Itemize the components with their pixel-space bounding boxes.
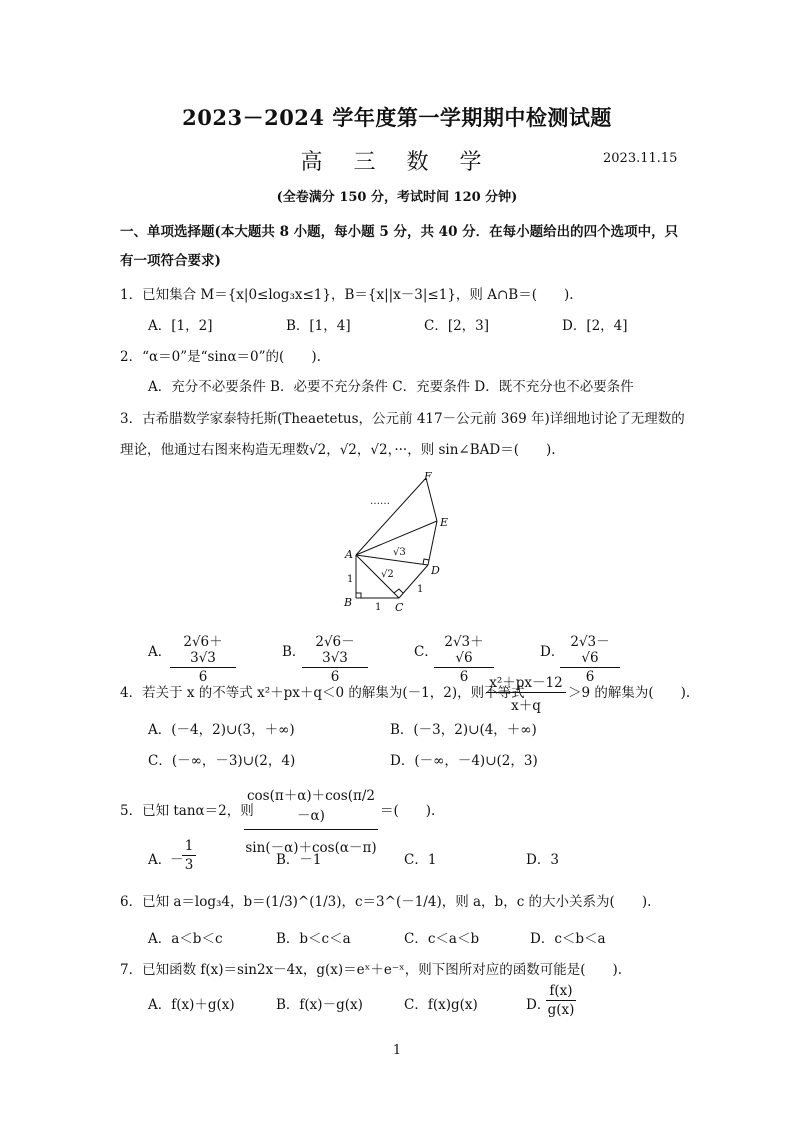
q5-option-b: B．－1 <box>276 852 322 868</box>
q7-option-d-fraction <box>546 983 576 1018</box>
q3-option-b-den: 6 <box>330 669 340 685</box>
q6-option-d: D．c＜b＜a <box>530 931 606 947</box>
label-dots: …… <box>370 496 390 507</box>
q7-option-d-letter: D． <box>526 997 551 1013</box>
q5-option-a-den: 3 <box>184 857 194 873</box>
exam-note: (全卷满分 150 分，考试时间 120 分钟) <box>276 190 518 205</box>
q7-option-a: A．f(x)＋g(x) <box>148 997 235 1013</box>
section-heading-line1: 一、单项选择题(本大题共 8 小题，每小题 5 分，共 40 分．在每小题给出的四个选项中，只 <box>120 224 679 240</box>
q3-option-a-letter: A． <box>148 644 172 660</box>
label-cd: 1 <box>417 584 424 595</box>
label-d: D <box>431 564 440 577</box>
q5-option-a-letter: A． <box>148 852 172 868</box>
q7-option-d-den: g(x) <box>547 1002 575 1018</box>
q5-stem-a: 5．已知 tanα＝2，则 <box>120 803 254 819</box>
q5-frac-den: sin(－α)＋cos(α－π) <box>245 840 377 856</box>
q4-frac-num: x²＋px－12 <box>486 671 566 693</box>
segment-af <box>356 478 426 555</box>
label-ab: 1 <box>347 574 354 585</box>
q3-option-b-fraction <box>302 630 368 685</box>
section-heading-line2: 有一项符合要求) <box>120 253 221 269</box>
q3-stem-line2: 理论，他通过右图来构造无理数√2，√2，√2，···，则 sin∠BAD＝( ). <box>120 442 556 458</box>
label-ad: √3 <box>393 547 406 558</box>
right-angle-b <box>356 593 361 598</box>
q3-option-c-den: 6 <box>459 669 469 685</box>
q4-fraction <box>486 671 566 714</box>
q5-option-a-num: 1 <box>182 838 196 856</box>
label-b: B <box>344 596 353 609</box>
q3-option-c-letter: C． <box>414 644 438 660</box>
q6-option-c: C．c＜a＜b <box>404 931 480 947</box>
q3-option-b-num: 2√6－3√3 <box>302 630 368 668</box>
q4-option-d: D．(－∞，－4)∪(2，3) <box>390 753 538 769</box>
q7-option-c: C．f(x)g(x) <box>404 997 478 1013</box>
q4-stem-a: 4．若关于 x 的不等式 x²＋px＋q＜0 的解集为(－1，2)，则不等式 <box>120 685 525 701</box>
q3-option-d-fraction <box>560 630 620 685</box>
segment-de <box>428 521 437 565</box>
q3-option-d-letter: D． <box>540 644 565 660</box>
q3-option-c-fraction <box>434 630 494 685</box>
q6-stem: 6．已知 a＝log₃4，b＝(1/3)^(1/3)，c＝3^(－1/4)，则 a，b，c 的大小关系为( ). <box>120 894 652 910</box>
q5-option-d: D．3 <box>526 852 559 868</box>
q3-stem-line1: 3．古希腊数学家泰特托斯(Theaetetus，公元前 417－公元前 369 年)详细地讨论了无理数的 <box>120 411 685 427</box>
exam-date: 2023.11.15 <box>603 151 678 166</box>
q4-frac-den: x＋q <box>511 698 541 714</box>
q3-option-a-num: 2√6＋3√3 <box>170 630 236 668</box>
q2-options: A．充分不必要条件 B．必要不充分条件 C．充要条件 D．既不充分也不必要条件 <box>148 379 634 395</box>
q1-option-d: D．[2，4] <box>562 318 628 334</box>
page-number: 1 <box>392 1043 402 1058</box>
q3-option-d-num: 2√3－√6 <box>560 630 620 668</box>
q5-option-c: C．1 <box>404 852 437 868</box>
q7-stem: 7．已知函数 f(x)＝sin2x－4x，g(x)＝eˣ＋e⁻ˣ，则下图所对应的函数可能是( ). <box>120 962 623 978</box>
q4-option-a: A．(－4，2)∪(3，＋∞) <box>148 722 295 738</box>
right-angle-c <box>394 589 403 593</box>
q2-stem: 2．“α＝0”是“sinα＝0”的( ). <box>120 349 321 365</box>
segment-cd <box>399 565 428 598</box>
q5-option-a-sign: － <box>170 852 184 868</box>
q3-option-a-fraction <box>170 630 236 685</box>
exam-title: 2023－2024 学年度第一学期期中检测试题 <box>182 105 612 130</box>
q1-option-a: A．[1，2] <box>148 318 213 334</box>
label-c: C <box>395 601 404 614</box>
q1-option-c: C．[2，3] <box>424 318 490 334</box>
q4-option-c: C．(－∞，－3)∪(2，4) <box>148 753 296 769</box>
q1-stem: 1．已知集合 M＝{x|0≤log₃x≤1}，B＝{x||x－3|≤1}，则 A∩B＝( ). <box>120 287 574 303</box>
label-ac: √2 <box>381 569 394 580</box>
q4-stem-b: ＞9 的解集为( ). <box>568 685 691 701</box>
label-a: A <box>345 548 353 561</box>
q5-stem-b: ＝( ). <box>380 803 436 819</box>
q6-option-b: B．b＜c＜a <box>276 931 351 947</box>
q5-fraction <box>244 784 378 856</box>
q6-option-a: A．a＜b＜c <box>148 931 223 947</box>
segment-ad <box>356 555 428 565</box>
q5-option-a-fraction <box>182 838 196 873</box>
q3-option-b-letter: B． <box>282 644 306 660</box>
q1-option-b: B．[1，4] <box>286 318 351 334</box>
q7-option-b: B．f(x)－g(x) <box>276 997 363 1013</box>
label-bc: 1 <box>375 602 382 613</box>
label-f: F <box>424 470 432 483</box>
segment-ef <box>426 478 437 521</box>
q7-option-d-num: f(x) <box>546 983 576 1001</box>
q3-option-d-den: 6 <box>585 669 595 685</box>
q3-option-c-num: 2√3＋√6 <box>434 630 494 668</box>
q4-option-b: B．(－3，2)∪(4，＋∞) <box>390 722 537 738</box>
q5-frac-num: cos(π＋α)＋cos(π/2－α) <box>244 784 378 830</box>
label-e: E <box>440 516 449 529</box>
subject-heading: 高 三 数 学 <box>300 150 494 175</box>
q3-geometry-figure <box>330 468 460 616</box>
q3-option-a-den: 6 <box>198 669 208 685</box>
